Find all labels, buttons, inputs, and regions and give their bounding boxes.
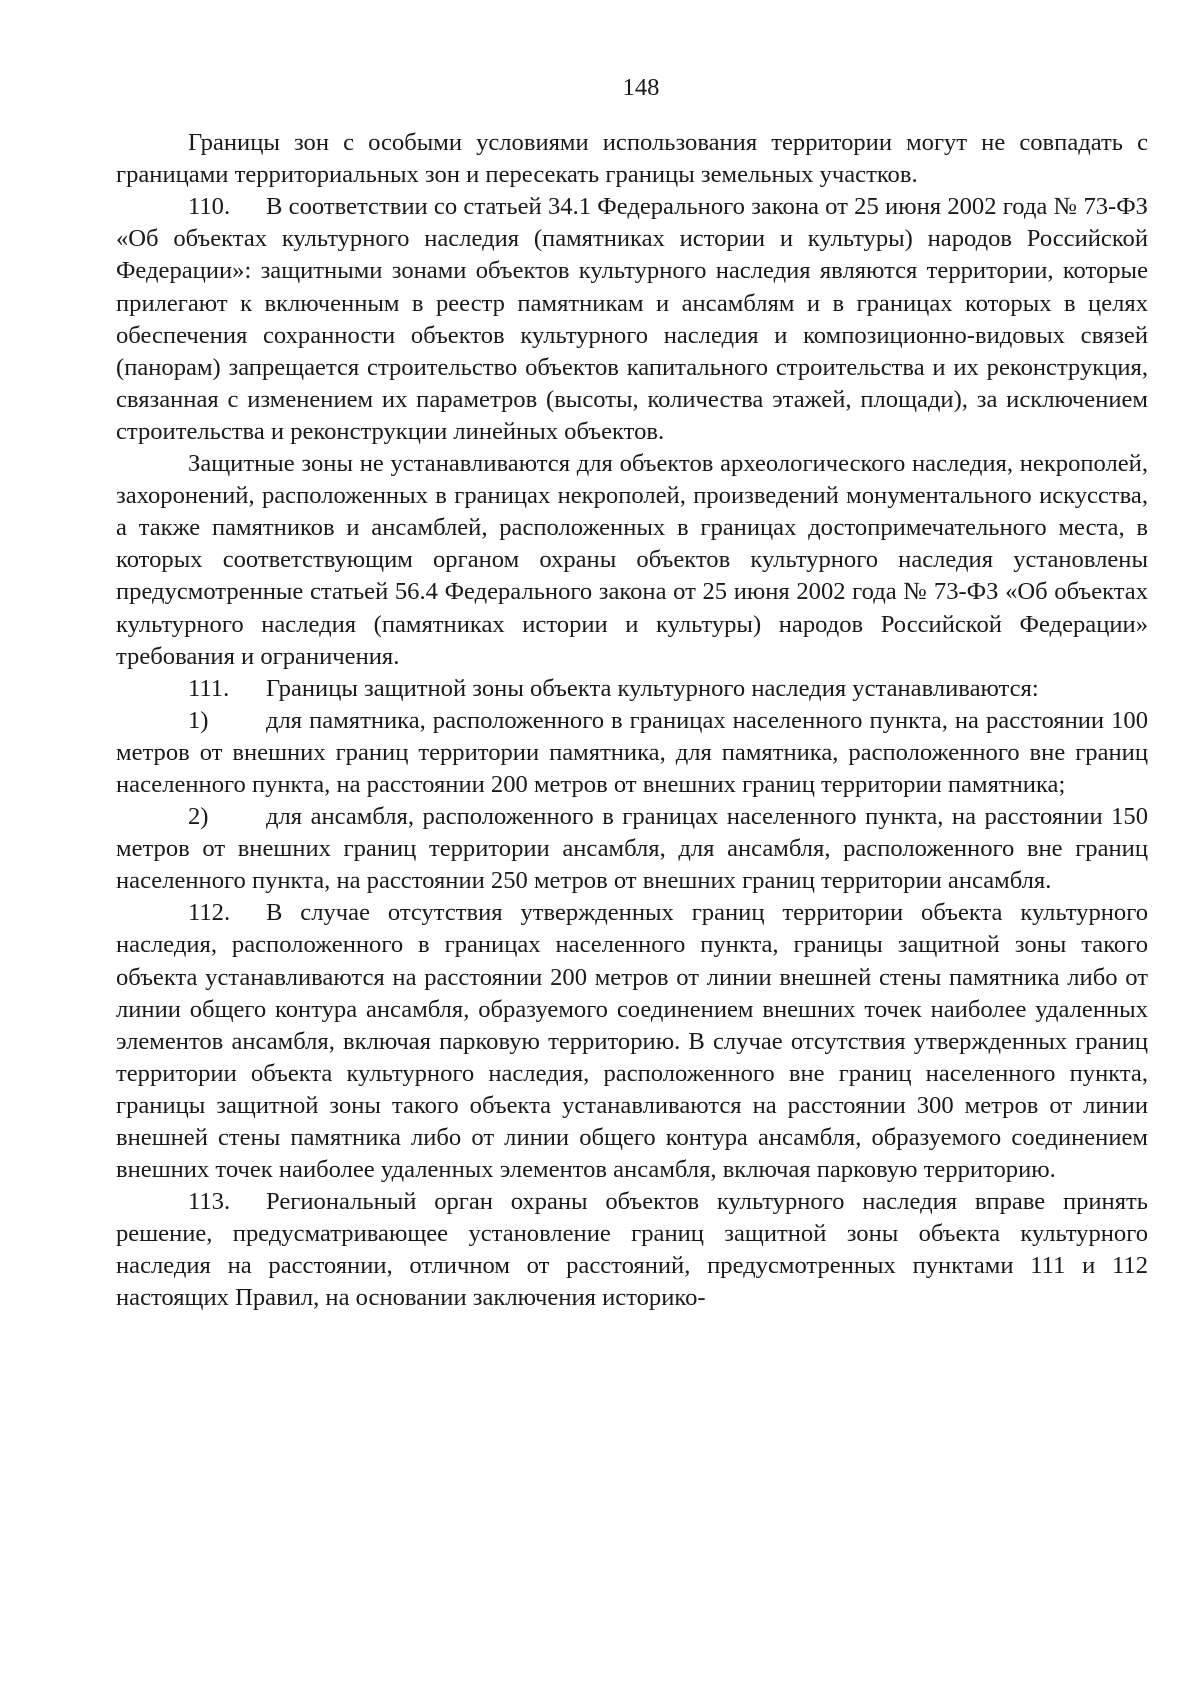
paragraph-113	[116, 1186, 1148, 1314]
list-item-text: для памятника, расположенного в границах населенного пункта, на расстоянии 100 метров от внешних границ территории памятника, для памятника, расположенного вне границ населенного пункта, на расстоянии 200 метров от внешних границ территории памятника;	[116, 706, 1148, 798]
page-number: 148	[622, 74, 660, 101]
list-item-text: для ансамбля, расположенного в границах населенного пункта, на расстоянии 150 метров от внешних границ территории ансамбля, для ансамбля, расположенного вне границ населенного пункта, на расстоянии 250 метров от внешних границ территории ансамбля.	[116, 803, 1148, 895]
paragraph-zone-boundaries	[116, 127, 1148, 191]
paragraph-number: 113.	[188, 1188, 231, 1216]
paragraph-number: 111.	[188, 674, 230, 702]
paragraph-text: Границы зон с особыми условиями использования территории могут не совпадать с границами территориальных зон и пересекать границы земельных участков.	[116, 129, 1148, 189]
paragraph-number: 110.	[188, 193, 231, 221]
paragraph-110	[116, 191, 1148, 448]
list-item-number: 1)	[188, 706, 209, 734]
list-item-1	[116, 705, 1148, 801]
paragraph-text: В соответствии со статьей 34.1 Федерального закона от 25 июня 2002 года № 73-ФЗ «Об объектах культурного наследия (памятниках истории и культуры) народов Российской Федерации»: защитными зонами объектов культурного наследия являются территории, которые прилегают к включенным в реестр памятникам и ансамблям и в границах которых в целях обеспечения сохранности объектов культурного наследия и композиционно-видовых связей (панорам) запрещается строительство объектов капитального строительства и их реконструкция, связанная с изменением их параметров (высоты, количества этажей, площади), за исключением строительства и реконструкции линейных объектов.	[116, 193, 1148, 445]
list-item-2	[116, 801, 1148, 897]
paragraph-112	[116, 897, 1148, 1186]
paragraph-text: Защитные зоны не устанавливаются для объектов археологического наследия, некрополей, захоронений, расположенных в границах некрополей, произведений монументального искусства, а также памятников и ансамблей, расположенных в границах достопримечательного места, в которых соответствующим органом охраны объектов культурного наследия установлены предусмотренные статьей 56.4 Федерального закона от 25 июня 2002 года № 73-ФЗ «Об объектах культурного наследия (памятниках истории и культуры) народов Российской Федерации» требования и ограничения.	[116, 450, 1148, 670]
paragraph-text: В случае отсутствия утвержденных границ территории объекта культурного наследия, расположенного в границах населенного пункта, границы защитной зоны такого объекта устанавливаются на расстоянии 200 метров от линии внешней стены памятника либо от линии общего контура ансамбля, образуемого соединением внешних точек наиболее удаленных элементов ансамбля, включая парковую территорию. В случае отсутствия утвержденных границ территории объекта культурного наследия, расположенного вне границ населенного пункта, границы защитной зоны такого объекта устанавливаются на расстоянии 300 метров от линии внешней стены памятника либо от линии общего контура ансамбля, образуемого соединением внешних точек наиболее удаленных элементов ансамбля, включая парковую территорию.	[116, 899, 1148, 1184]
paragraph-111	[116, 673, 1148, 705]
paragraph-number: 112.	[188, 899, 231, 927]
paragraph-text: Региональный орган охраны объектов культурного наследия вправе принять решение, предусматривающее установление границ защитной зоны объекта культурного наследия на расстоянии, отличном от расстояний, предусмотренных пунктами 111 и 112 настоящих Правил, на основании заключения историко-	[116, 1188, 1148, 1312]
paragraph-text: Границы защитной зоны объекта культурного наследия устанавливаются:	[266, 674, 1039, 702]
paragraph-protective-zones-exceptions	[116, 448, 1148, 673]
list-item-number: 2)	[188, 803, 209, 831]
